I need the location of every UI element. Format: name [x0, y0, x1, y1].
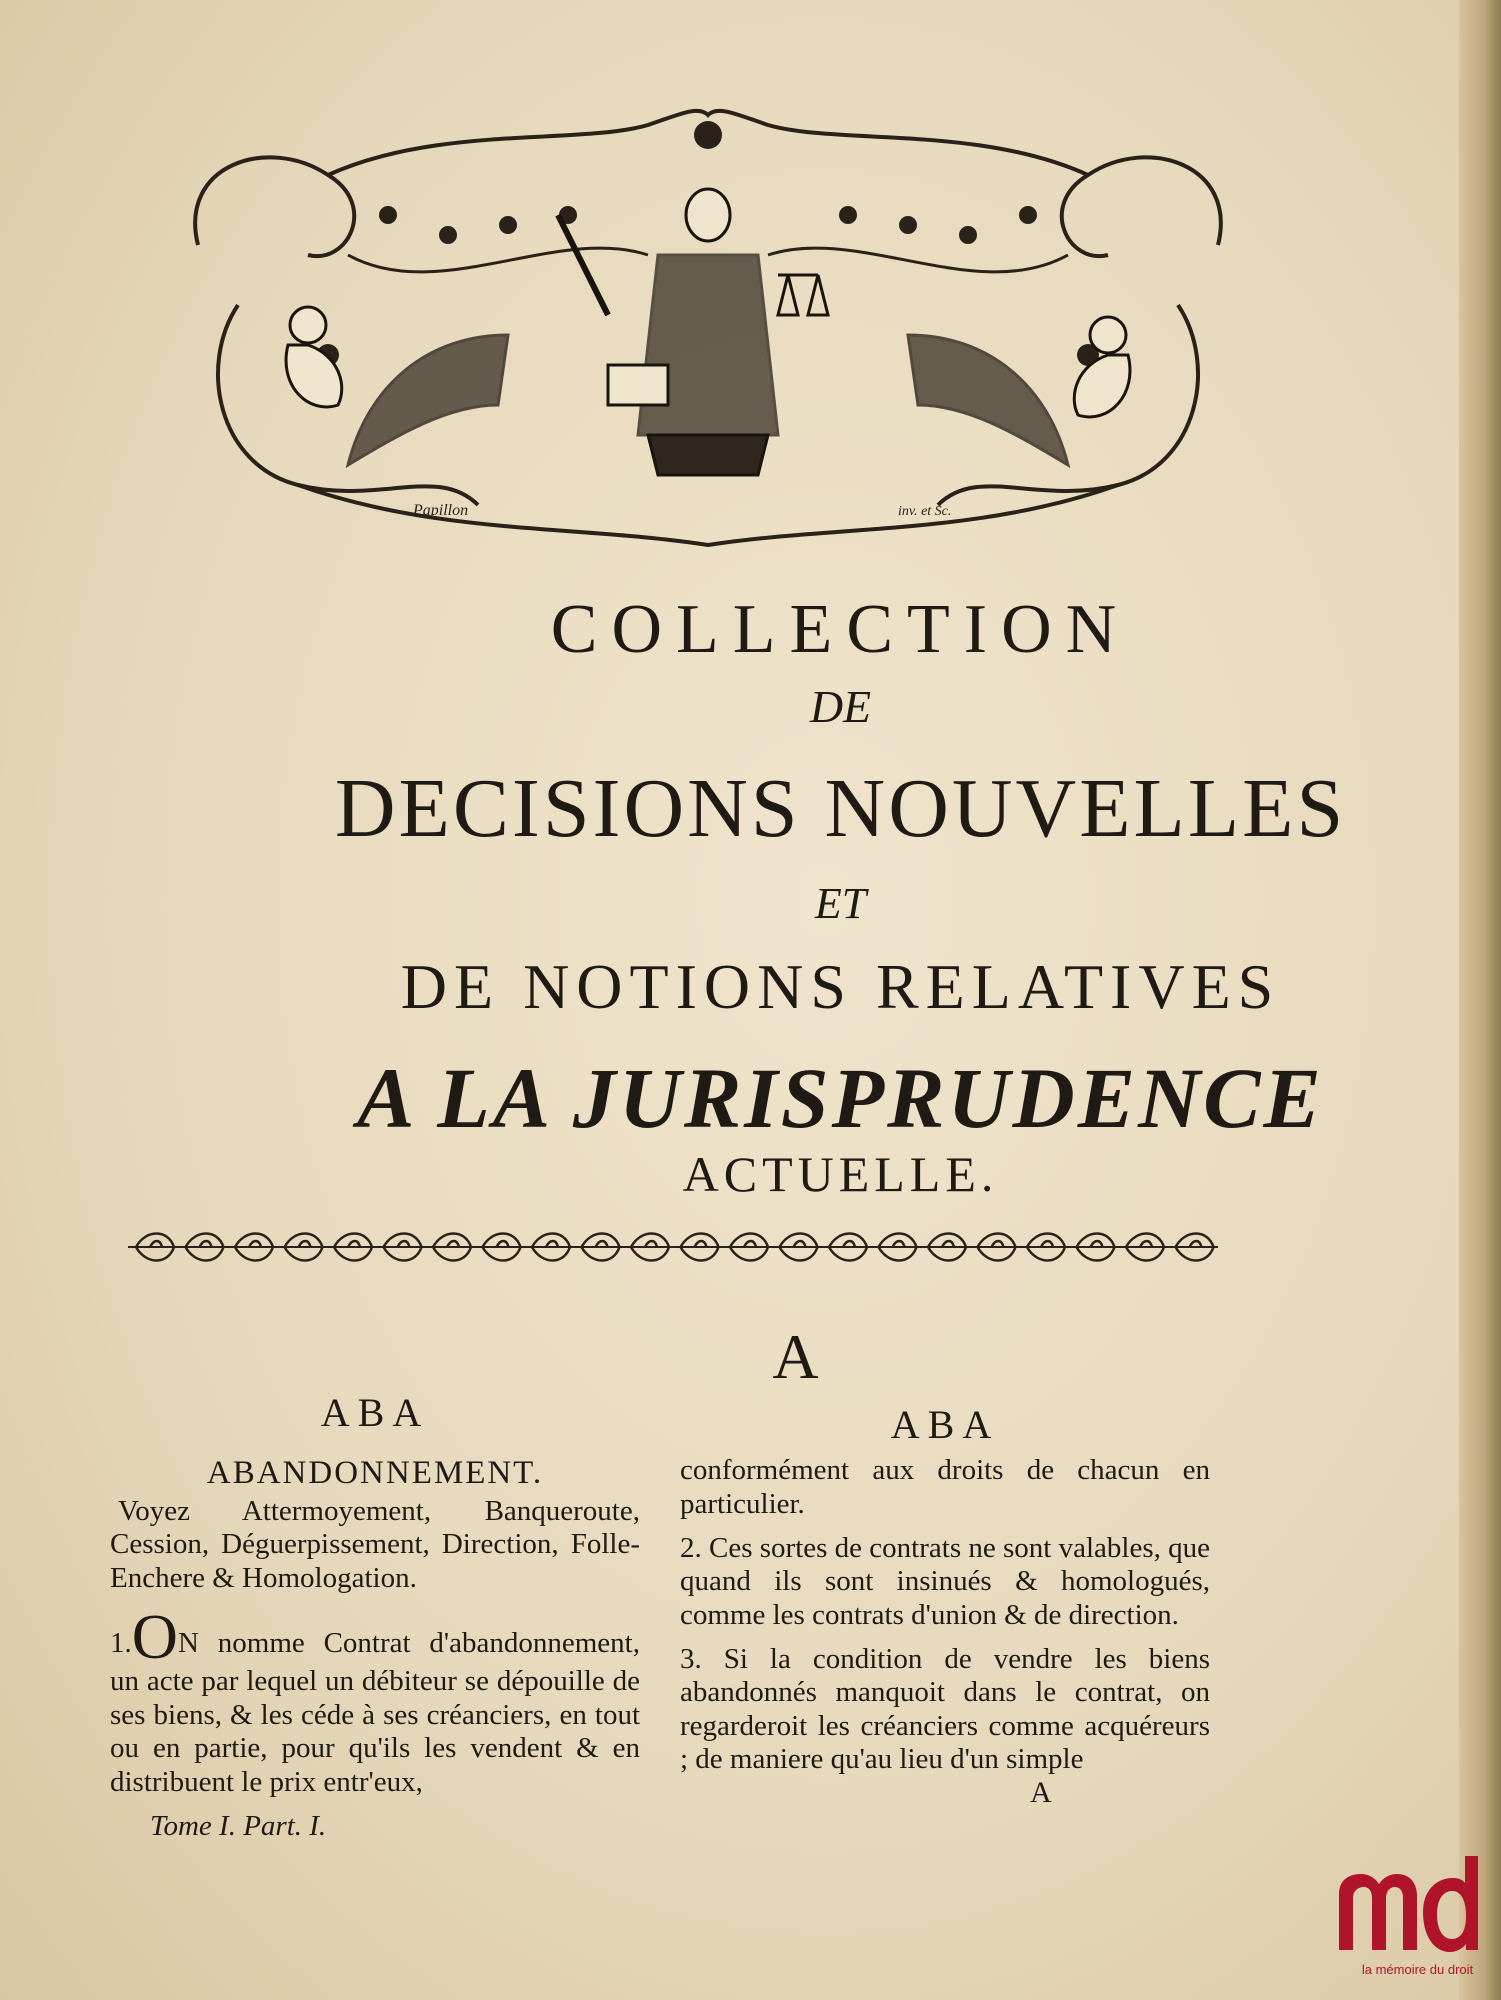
- title-decisions-nouvelles: DECISIONS NOUVELLES: [334, 762, 1347, 855]
- section-letter: A: [772, 1321, 819, 1392]
- title-actuelle: ACTUELLE.: [682, 1146, 999, 1202]
- signature-mark: A: [1030, 1776, 1052, 1809]
- running-head-left: ABA: [320, 1390, 430, 1435]
- logo-mark-text: mdd: [1335, 1850, 1338, 1851]
- cross-references: Voyez Attermoyement, Banqueroute, Cession, Déguerpissement, Direction, Folle-Enchere & Homologation.: [110, 1494, 640, 1594]
- title-jurisprudence: A LA JURISPRUDENCE: [357, 1050, 1324, 1146]
- mdd-logo: [1335, 1850, 1495, 1998]
- paragraph-continuation: conformément aux droits de chacun en particulier.: [680, 1454, 1210, 1521]
- fleuron-divider: [128, 1225, 1218, 1270]
- paragraph-2: 2. Ces sortes de contrats ne sont valables, que quand ils sont insinués & homologués, comme les contrats d'union & de direction.: [680, 1531, 1210, 1631]
- entry-title: ABANDONNEMENT.: [206, 1455, 544, 1492]
- engraver-right: inv. et Sc.: [898, 504, 952, 519]
- paragraph-1-text: N nomme Contrat d'abandonnement, un acte par lequel un débiteur se dépouille de ses biens, & les céde à ses créanciers, en tout ou en partie, pour qu'ils les vendent & en distribuent le prix entr'eux,: [110, 1626, 640, 1798]
- left-column: [110, 1390, 640, 1843]
- title-et: ET: [814, 879, 867, 928]
- title-de: DE: [809, 681, 872, 732]
- paragraph-3: 3. Si la condition de vendre les biens abandonnés manquoit dans le contrat, on regarderoit les créanciers comme acquéreurs ; de maniere qu'au lieu d'un simple: [680, 1642, 1210, 1776]
- volume-footer: Tome I. Part. I.: [150, 1809, 327, 1842]
- running-head-right: ABA: [890, 1402, 1000, 1447]
- paragraph-1: [110, 1600, 640, 1800]
- engraver-left: Papillon: [413, 502, 469, 519]
- drop-cap: O: [131, 1600, 178, 1672]
- title-collection: COLLECTION: [550, 591, 1131, 668]
- ornamental-headpiece: [178, 105, 1238, 555]
- title-notions-relatives: DE NOTIONS RELATIVES: [400, 951, 1281, 1022]
- logo-tagline: la mémoire du droit: [1361, 1962, 1474, 1977]
- paragraph-number: 1.: [110, 1626, 132, 1659]
- mdd-logo-mark: [1335, 1850, 1495, 1960]
- right-column: [680, 1390, 1210, 1787]
